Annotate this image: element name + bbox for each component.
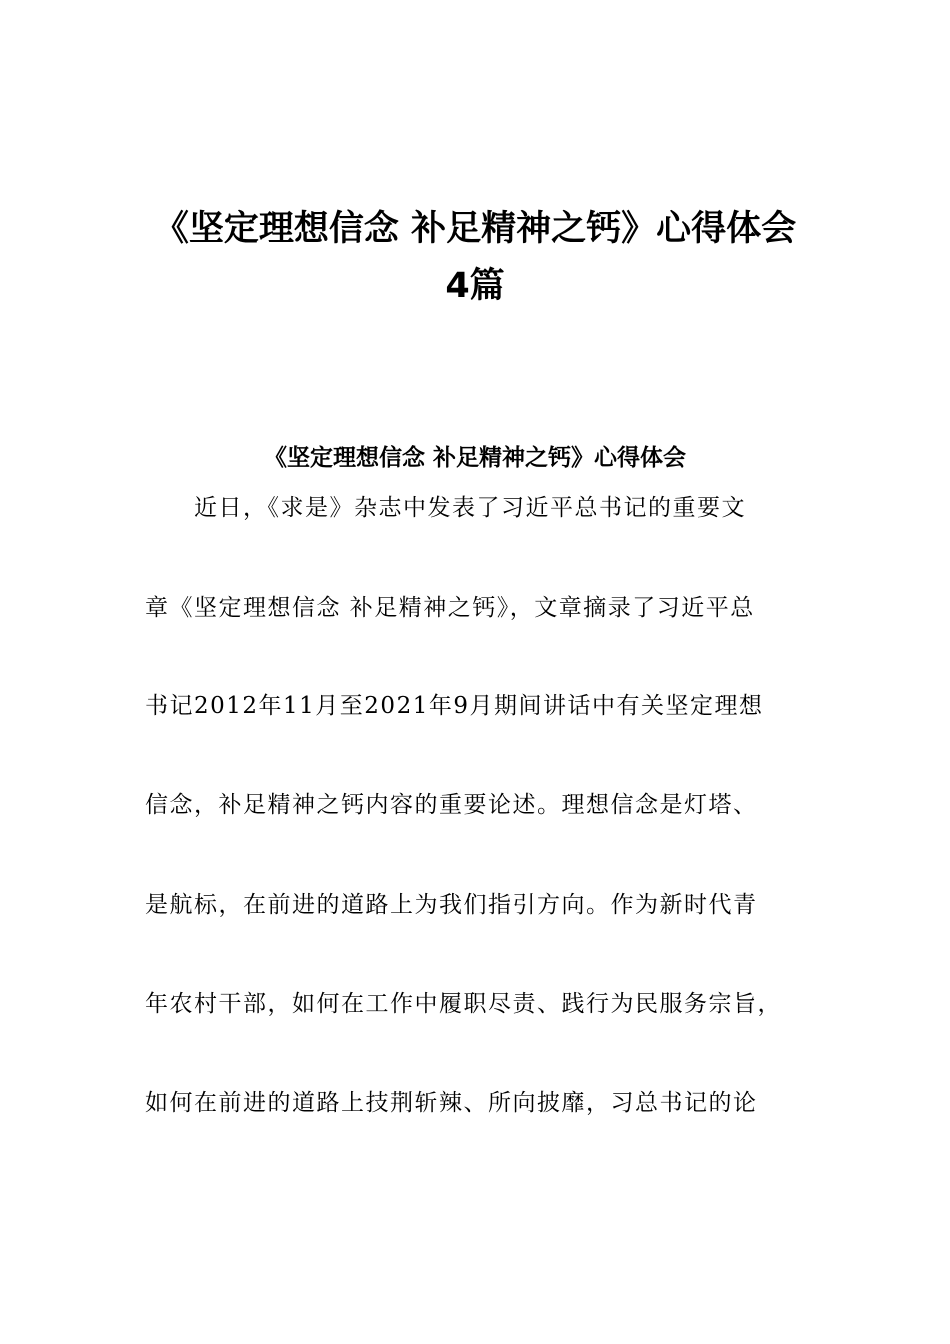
- body-line-4: 信念，补足精神之钙内容的重要论述。理想信念是灯塔、: [145, 792, 758, 818]
- document-title-line-1: 《坚定理想信念 补足精神之钙》心得体会: [153, 209, 797, 249]
- body-line-6: 年农村干部，如何在工作中履职尽责、践行为民服务宗旨，: [145, 991, 782, 1017]
- body-line-2: 章《坚定理想信念 补足精神之钙》，文章摘录了习近平总: [145, 595, 755, 621]
- body-line-5: 是航标，在前进的道路上为我们指引方向。作为新时代青: [145, 892, 758, 918]
- body-line-7: 如何在前进的道路上技荆斩辣、所向披靡，习总书记的论: [145, 1090, 758, 1116]
- document-title-line-2: 4篇: [445, 266, 505, 306]
- section-title: 《坚定理想信念 补足精神之钙》心得体会: [263, 445, 686, 471]
- body-line-1: 近日，《求是》杂志中发表了习近平总书记的重要文: [145, 495, 746, 521]
- body-line-3: 书记2012年11月至2021年9月期间讲话中有关坚定理想: [145, 693, 764, 719]
